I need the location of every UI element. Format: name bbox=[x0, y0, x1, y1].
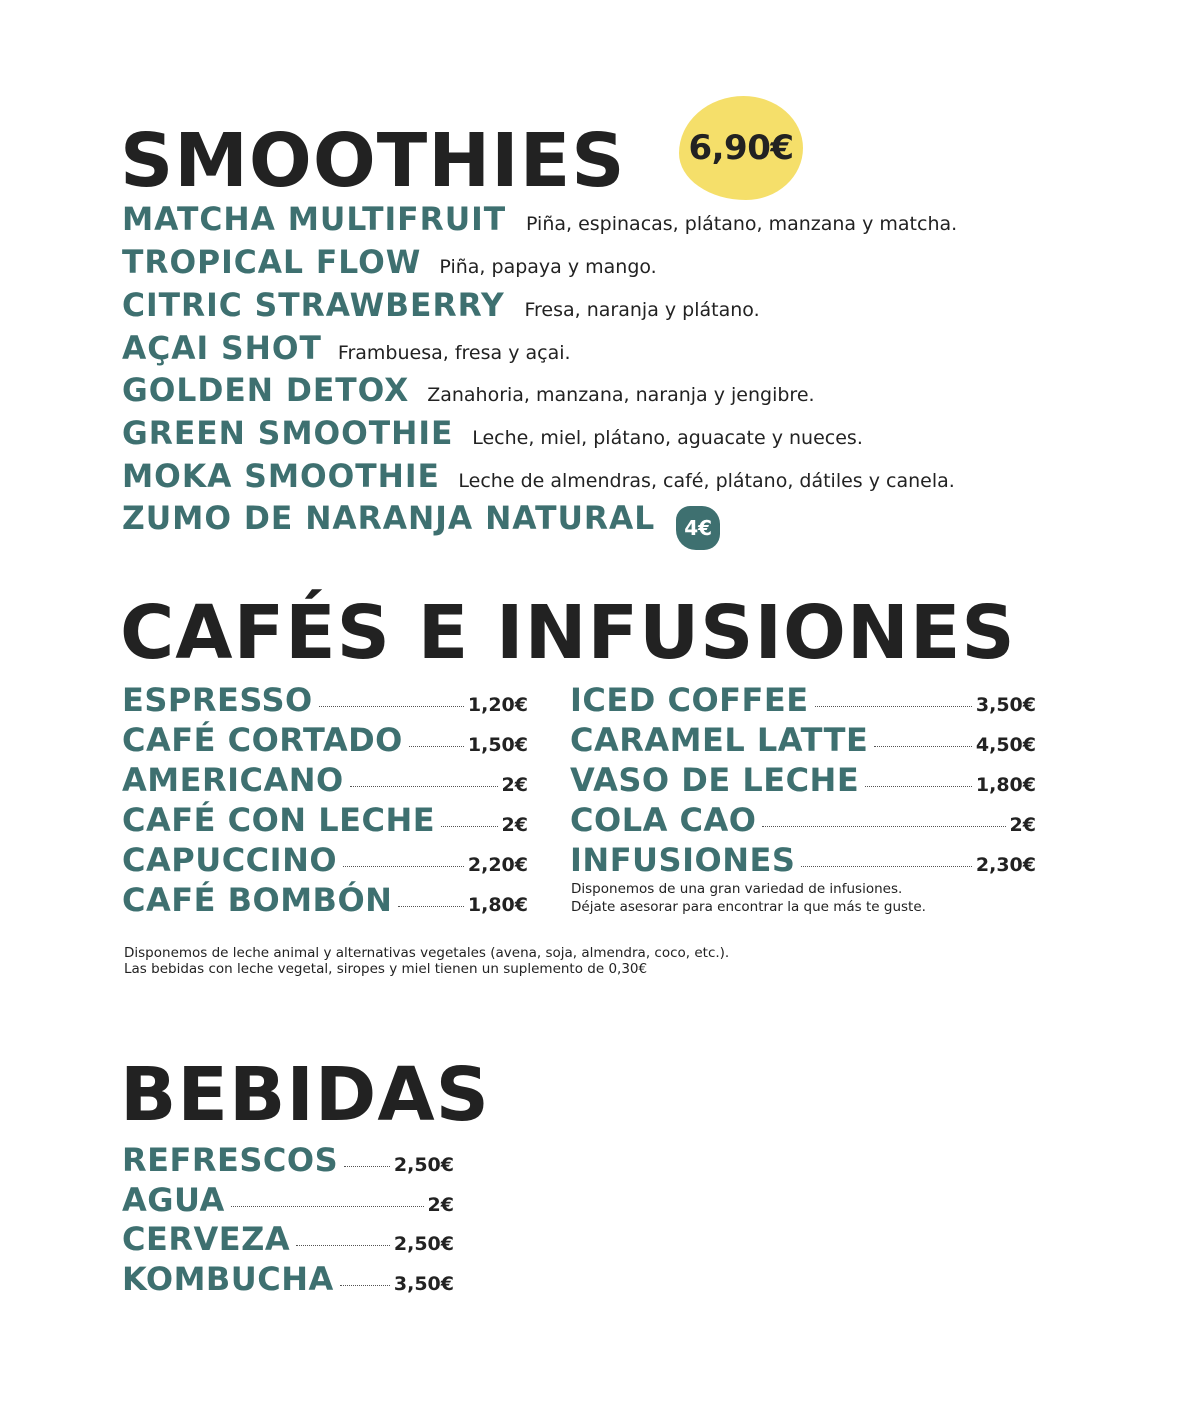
cafe-price: 1,80€ bbox=[467, 894, 528, 916]
cafe-item bbox=[122, 801, 528, 839]
leader-dots bbox=[344, 1166, 390, 1167]
cafe-item bbox=[122, 721, 528, 759]
juice-item bbox=[122, 500, 720, 544]
drink-name: AGUA bbox=[122, 1181, 225, 1219]
cafe-name: VASO DE LECHE bbox=[570, 761, 860, 799]
drink-price: 2€ bbox=[427, 1194, 454, 1216]
cafe-name: INFUSIONES bbox=[570, 841, 796, 879]
drink-item bbox=[122, 1220, 454, 1258]
bebidas-title: BEBIDAS bbox=[120, 1052, 490, 1138]
smoothies-title: SMOOTHIES bbox=[120, 118, 626, 204]
smoothies-price: 6,90€ bbox=[688, 128, 794, 168]
smoothies-price-badge bbox=[679, 96, 803, 200]
smoothie-item bbox=[122, 243, 657, 281]
leader-dots bbox=[340, 1285, 390, 1286]
smoothie-desc: Leche, miel, plátano, aguacate y nueces. bbox=[472, 427, 863, 449]
smoothie-item bbox=[122, 371, 815, 409]
cafe-item bbox=[570, 721, 1036, 759]
smoothie-name: MOKA SMOOTHIE bbox=[122, 457, 440, 495]
drink-price: 3,50€ bbox=[393, 1273, 454, 1295]
smoothie-item bbox=[122, 329, 571, 367]
drink-name: REFRESCOS bbox=[122, 1141, 339, 1179]
leader-dots bbox=[762, 826, 1005, 827]
drink-price: 2,50€ bbox=[393, 1233, 454, 1255]
drink-name: CERVEZA bbox=[122, 1220, 291, 1258]
smoothie-desc: Piña, espinacas, plátano, manzana y matcha. bbox=[526, 213, 958, 235]
cafe-price: 2,20€ bbox=[467, 854, 528, 876]
leader-dots bbox=[343, 866, 464, 867]
cafe-name: ESPRESSO bbox=[122, 681, 313, 719]
cafe-item bbox=[570, 761, 1036, 799]
smoothie-name: MATCHA MULTIFRUIT bbox=[122, 200, 507, 238]
drink-item bbox=[122, 1260, 454, 1298]
leader-dots bbox=[865, 786, 972, 787]
cafe-name: CAFÉ CORTADO bbox=[122, 721, 403, 759]
leader-dots bbox=[231, 1206, 424, 1207]
drink-item bbox=[122, 1181, 454, 1219]
infusion-note-line: Disponemos de una gran variedad de infusiones. bbox=[571, 881, 903, 897]
cafe-price: 3,50€ bbox=[975, 694, 1036, 716]
leader-dots bbox=[801, 866, 972, 867]
drink-item bbox=[122, 1141, 454, 1179]
drink-name: KOMBUCHA bbox=[122, 1260, 334, 1298]
juice-name: ZUMO DE NARANJA NATURAL bbox=[122, 499, 656, 537]
cafe-name: CAFÉ BOMBÓN bbox=[122, 881, 393, 919]
cafe-price: 2€ bbox=[501, 774, 528, 796]
milk-note-line: Las bebidas con leche vegetal, siropes y miel tienen un suplemento de 0,30€ bbox=[124, 961, 648, 977]
smoothie-name: AÇAI SHOT bbox=[122, 329, 322, 367]
cafe-price: 2€ bbox=[501, 814, 528, 836]
cafe-name: COLA CAO bbox=[570, 801, 757, 839]
smoothie-desc: Piña, papaya y mango. bbox=[439, 256, 657, 278]
leader-dots bbox=[398, 906, 463, 907]
smoothie-desc: Leche de almendras, café, plátano, dátiles y canela. bbox=[458, 470, 955, 492]
smoothie-item bbox=[122, 200, 958, 238]
smoothie-item bbox=[122, 457, 955, 495]
drink-price: 2,50€ bbox=[393, 1154, 454, 1176]
leader-dots bbox=[815, 706, 972, 707]
smoothie-desc: Fresa, naranja y plátano. bbox=[524, 299, 760, 321]
smoothie-item bbox=[122, 286, 760, 324]
cafe-item bbox=[122, 681, 528, 719]
cafe-item bbox=[570, 841, 1036, 879]
cafe-price: 1,20€ bbox=[467, 694, 528, 716]
cafe-price: 1,80€ bbox=[975, 774, 1036, 796]
cafe-item bbox=[570, 801, 1036, 839]
smoothie-name: CITRIC STRAWBERRY bbox=[122, 286, 505, 324]
cafe-name: ICED COFFEE bbox=[570, 681, 809, 719]
cafe-name: AMERICANO bbox=[122, 761, 344, 799]
cafe-item bbox=[122, 881, 528, 919]
cafe-price: 4,50€ bbox=[975, 734, 1036, 756]
cafe-price: 2,30€ bbox=[975, 854, 1036, 876]
leader-dots bbox=[296, 1245, 390, 1246]
leader-dots bbox=[350, 786, 498, 787]
cafes-title: CAFÉS E INFUSIONES bbox=[120, 590, 1016, 676]
cafe-item bbox=[570, 681, 1036, 719]
smoothie-item bbox=[122, 414, 863, 452]
cafe-name: CAFÉ CON LECHE bbox=[122, 801, 436, 839]
smoothie-desc: Zanahoria, manzana, naranja y jengibre. bbox=[427, 384, 815, 406]
smoothie-name: GOLDEN DETOX bbox=[122, 371, 410, 409]
leader-dots bbox=[409, 746, 464, 747]
cafe-name: CAPUCCINO bbox=[122, 841, 338, 879]
smoothie-name: GREEN SMOOTHIE bbox=[122, 414, 454, 452]
cafe-price: 1,50€ bbox=[467, 734, 528, 756]
cafe-price: 2€ bbox=[1009, 814, 1036, 836]
cafe-item bbox=[122, 761, 528, 799]
milk-note-line: Disponemos de leche animal y alternativas vegetales (avena, soja, almendra, coco, etc.). bbox=[124, 945, 730, 961]
smoothie-name: TROPICAL FLOW bbox=[122, 243, 422, 281]
cafe-name: CARAMEL LATTE bbox=[570, 721, 869, 759]
cafe-item bbox=[122, 841, 528, 879]
leader-dots bbox=[874, 746, 972, 747]
juice-price: 4€ bbox=[684, 516, 713, 540]
leader-dots bbox=[441, 826, 497, 827]
leader-dots bbox=[319, 706, 464, 707]
smoothie-desc: Frambuesa, fresa y açai. bbox=[337, 342, 571, 364]
infusion-note-line: Déjate asesorar para encontrar la que más te guste. bbox=[571, 899, 926, 915]
juice-price-badge bbox=[676, 506, 720, 550]
